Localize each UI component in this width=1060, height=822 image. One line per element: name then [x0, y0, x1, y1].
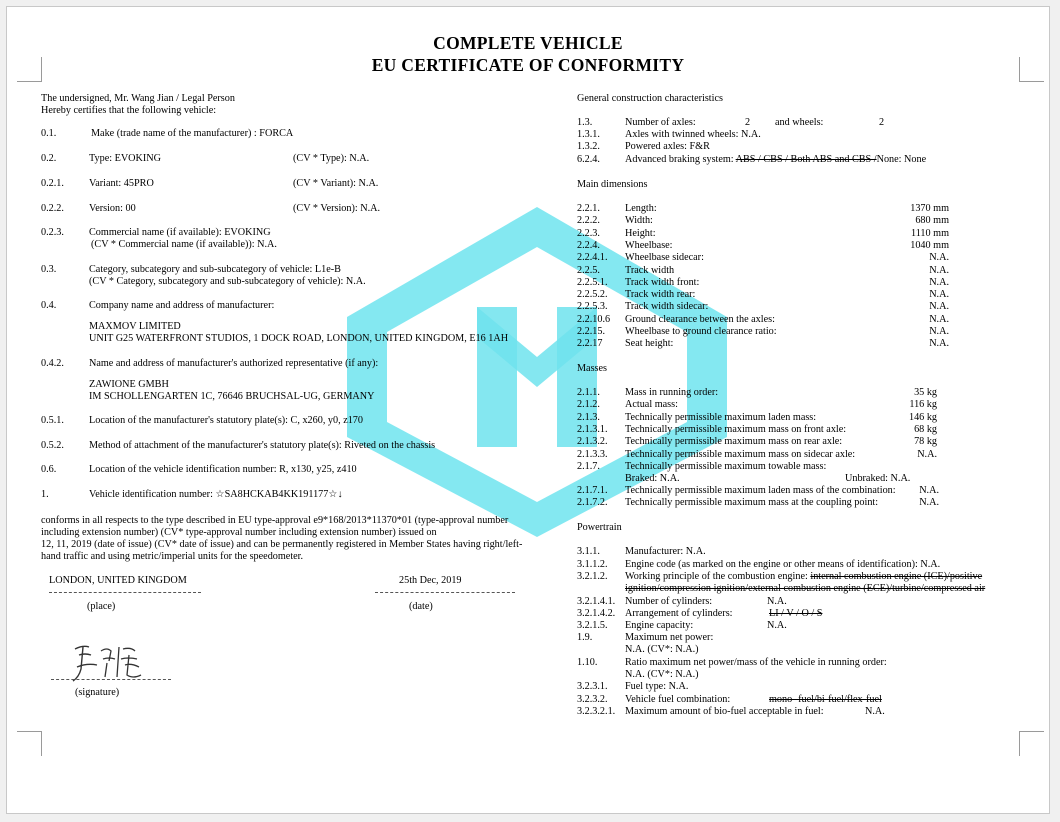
pt-num: 1.10. — [577, 657, 598, 668]
row-number: 2.2.10.6 — [577, 313, 611, 325]
row-label: Technically permissible maximum laden mass: — [625, 411, 817, 423]
gen-label: Advanced braking system: — [625, 154, 736, 165]
struck-text: mono- fuel/bi-fuel/flex-fuel — [769, 694, 882, 705]
field-num: 1. — [41, 489, 49, 500]
row-number: 2.1.3.1. — [577, 423, 608, 435]
row-number: 2.2.1. — [577, 203, 600, 214]
intro-line-2: Hereby certifies that the following vehicle: — [41, 105, 217, 116]
pt-fuel-type: Fuel type: N.A. — [625, 681, 689, 692]
row-label: Seat height: — [625, 338, 674, 350]
row-value: 680 mm — [915, 215, 949, 227]
representative-address: IM SCHOLLENGARTEN 1C, 76646 BRUCHSAL-UG, GERMANY — [89, 391, 375, 402]
row-value: 116 kg — [909, 399, 937, 411]
row-label: Track width rear: — [625, 289, 696, 301]
row-label: Technically permissible maximum mass on front axle: — [625, 423, 847, 435]
gen-label: Number of axles: — [625, 117, 696, 128]
pt-num: 3.1.1. — [577, 546, 600, 557]
gen-label: Axles with twinned wheels: N.A. — [625, 129, 761, 140]
row-number: 2.1.1. — [577, 387, 600, 398]
pt-label: Arrangement of cylinders: — [625, 608, 733, 619]
make-field: Make (trade name of the manufacturer) : FORCA — [91, 128, 294, 139]
title-line-1: COMPLETE VEHICLE — [433, 33, 623, 53]
row-label: Technically permissible maximum towable mass: — [625, 460, 827, 472]
pt-num: 3.2.1.4.1. — [577, 596, 616, 607]
row-label: Height: — [625, 227, 656, 239]
vin-field: Vehicle identification number: ☆SA8HCKAB4KK191177☆↓ — [89, 489, 343, 500]
commercial-name-field: Commercial name (if available): EVOKING — [89, 227, 271, 238]
row-number: 2.2.17 — [577, 338, 603, 350]
row-label: Track width front: — [625, 276, 700, 288]
row-value: N.A. — [929, 326, 949, 337]
plate-attachment-field: Method of attachment of the manufacturer's statutory plate(s): Riveted on the chassis — [89, 440, 436, 451]
row-label: Technically permissible maximum mass at the coupling point: — [625, 497, 879, 509]
vin-location-field: Location of the vehicle identification number: R, x130, y25, z410 — [89, 464, 357, 475]
pt-num: 3.2.3.2.1. — [577, 706, 616, 717]
row-value: N.A. — [929, 338, 949, 350]
pt-num: 3.2.1.5. — [577, 620, 608, 631]
gen-extra-value: 2 — [879, 117, 885, 128]
gen-num: 1.3. — [577, 117, 593, 128]
field-num: 0.3. — [41, 264, 57, 275]
pt-label: Vehicle fuel combination: — [625, 694, 731, 705]
row-number: 2.2.5. — [577, 264, 600, 276]
field-num: 0.4.2. — [41, 358, 64, 369]
pt-value: N.A. — [767, 596, 787, 607]
pt-engine-code: Engine code (as marked on the engine or other means of identification): N.A. — [625, 559, 941, 570]
row-value: 146 kg — [908, 411, 937, 423]
braked-field: Braked: N.A. — [625, 473, 680, 484]
field-num: 0.5.2. — [41, 440, 64, 451]
signature-label: (signature) — [75, 687, 120, 698]
row-number: 2.1.3.2. — [577, 436, 608, 448]
gen-num: 1.3.1. — [577, 129, 600, 140]
gen-num: 1.3.2. — [577, 141, 600, 152]
date-label: (date) — [409, 601, 433, 612]
conformity-line: conforms in all respects to the type described in EU type-approval e9*168/2013*11370*01 (type-approval number — [41, 515, 509, 526]
gen-extra: and wheels: — [775, 117, 824, 128]
intro-line-1: The undersigned, Mr. Wang Jian / Legal Person — [41, 93, 235, 104]
conformity-line: 12, 11, 2019 (date of issue) (CV* date of issue) and can be permanently registered in Member States having right/left- — [41, 539, 523, 550]
company-address: UNIT G25 WATERFRONT STUDIOS, 1 DOCK ROAD, LONDON, UNITED KINGDOM, E16 1AH — [89, 333, 509, 344]
row-label: Length: — [625, 203, 657, 214]
row-value: 35 kg — [914, 387, 937, 398]
row-number: 2.1.7.2. — [577, 497, 608, 509]
field-num: 0.4. — [41, 300, 57, 311]
pt-value: N.A. — [767, 620, 787, 631]
row-number: 2.2.3. — [577, 227, 600, 239]
pt-num: 3.1.1.2. — [577, 559, 608, 570]
masses-heading: Masses — [577, 363, 607, 374]
place-label: (place) — [87, 601, 116, 612]
row-number: 2.1.3.3. — [577, 448, 608, 460]
general-heading: General construction characteristics — [577, 93, 723, 104]
row-label: Wheelbase sidecar: — [625, 252, 704, 264]
row-label: Mass in running order: — [625, 387, 719, 398]
pt-label: Maximum net power: — [625, 632, 714, 643]
row-number: 2.2.5.1. — [577, 276, 608, 288]
pt-label: Engine capacity: — [625, 620, 694, 631]
type-field: Type: EVOKING — [89, 153, 161, 164]
row-label: Track width sidecar: — [625, 301, 709, 313]
row-value: N.A. — [929, 313, 949, 325]
version-cv-field: (CV * Version): N.A. — [293, 203, 381, 214]
company-name: MAXMOV LIMITED — [89, 321, 181, 332]
field-num: 0.2.3. — [41, 227, 64, 238]
row-label: Track width — [625, 264, 675, 276]
row-value: N.A. — [929, 289, 949, 301]
document-page — [6, 6, 1050, 814]
row-label: Wheelbase to ground clearance ratio: — [625, 326, 777, 337]
place-line — [49, 592, 201, 593]
gen-num: 6.2.4. — [577, 154, 600, 165]
pt-value: N.A. — [865, 706, 885, 717]
type-cv-field: (CV * Type): N.A. — [293, 153, 370, 164]
plate-location-field: Location of the manufacturer's statutory plate(s): C, x260, y0, z170 — [89, 415, 363, 426]
conformity-line: hand traffic and using metric/imperial units for the speedometer. — [41, 551, 304, 562]
row-number: 2.1.7.1. — [577, 485, 608, 496]
pt-label: Maximum amount of bio-fuel acceptable in fuel: — [625, 706, 824, 717]
category-cv-field: (CV * Category, subcategory and sub-subcategory of vehicle): N.A. — [89, 276, 366, 287]
row-label: Technically permissible maximum mass on rear axle: — [625, 436, 843, 448]
row-value: N.A. — [919, 485, 939, 496]
field-num: 0.6. — [41, 464, 57, 475]
row-number: 2.2.5.2. — [577, 289, 608, 301]
row-value: N.A. — [929, 252, 949, 264]
row-value: 78 kg — [914, 436, 937, 448]
braking-system-field — [625, 154, 926, 166]
row-number: 2.2.15. — [577, 326, 606, 337]
pt-label: Ratio maximum net power/mass of the vehicle in running order: — [625, 657, 887, 668]
gen-tail: None: None — [876, 154, 927, 165]
pt-value: N.A. (CV*: N.A.) — [625, 644, 699, 655]
pt-num: 3.2.1.4.2. — [577, 608, 616, 619]
field-num: 0.2.2. — [41, 203, 64, 214]
pt-num: 1.9. — [577, 632, 593, 643]
crop-mark-bottom-left — [17, 731, 42, 756]
gen-value: 2 — [745, 117, 751, 128]
row-label: Wheelbase: — [625, 239, 673, 251]
variant-field: Variant: 45PRO — [89, 178, 154, 189]
conformity-line: including extension number) (CV* type-approval number including extension number) issued on — [41, 527, 437, 538]
representative-field: Name and address of manufacturer's authorized representative (if any): — [89, 358, 379, 369]
row-number: 2.1.3. — [577, 411, 600, 423]
powertrain-heading: Powertrain — [577, 522, 622, 533]
crop-mark-bottom-right — [1019, 731, 1044, 756]
signature-line — [51, 679, 171, 680]
dimensions-heading: Main dimensions — [577, 179, 648, 190]
pt-num: 3.2.1.2. — [577, 571, 608, 582]
row-number: 2.2.4.1. — [577, 252, 608, 264]
row-label: Technically permissible maximum mass on sidecar axle: — [625, 448, 856, 460]
row-value: 68 kg — [914, 423, 937, 435]
row-label: Ground clearance between the axles: — [625, 313, 775, 325]
row-value: N.A. — [929, 301, 949, 313]
row-number: 2.2.2. — [577, 215, 600, 227]
field-num: 0.1. — [41, 128, 57, 139]
pt-label: Number of cylinders: — [625, 596, 713, 607]
row-value: 1040 mm — [910, 239, 949, 251]
row-label: Technically permissible maximum laden mass of the combination: — [625, 485, 896, 496]
pt-num: 3.2.3.1. — [577, 681, 608, 692]
row-label: Actual mass: — [625, 399, 678, 411]
pt-label: Working principle of the combustion engine: — [625, 571, 811, 582]
struck-text: internal combustion engine (ICE)/positive — [810, 571, 983, 582]
field-num: 0.2. — [41, 153, 57, 164]
field-num: 0.2.1. — [41, 178, 64, 189]
version-field: Version: 00 — [89, 203, 136, 214]
gen-label: Powered axles: F&R — [625, 141, 710, 152]
struck-text: ignition/compression ignition/external combustion engine (ECE)/turbine/compressed air — [625, 583, 986, 594]
commercial-name-cv-field: (CV * Commercial name (if available)): N.A. — [91, 239, 277, 250]
representative-name: ZAWIONE GMBH — [89, 379, 169, 390]
company-field: Company name and address of manufacturer: — [89, 300, 275, 311]
pt-value: N.A. (CV*: N.A.) — [625, 669, 699, 680]
title-line-2: EU CERTIFICATE OF CONFORMITY — [371, 55, 685, 75]
date-line — [375, 592, 515, 593]
row-number: 2.2.4. — [577, 239, 600, 251]
struck-text: ABS / CBS / Both ABS and CBS / — [735, 154, 877, 165]
row-number: 2.2.5.3. — [577, 301, 608, 313]
pt-manufacturer: Manufacturer: N.A. — [625, 546, 706, 557]
row-value: 1110 mm — [910, 227, 949, 239]
row-value: N.A. — [919, 497, 939, 509]
row-number: 2.1.2. — [577, 399, 600, 411]
handwritten-signature — [69, 637, 159, 685]
row-value: 1370 mm — [910, 203, 949, 214]
pt-num: 3.2.3.2. — [577, 694, 608, 705]
pt-working-principle — [625, 571, 982, 583]
date-value: 25th Dec, 2019 — [399, 575, 462, 586]
row-value: N.A. — [929, 264, 949, 276]
place-value: LONDON, UNITED KINGDOM — [49, 575, 187, 586]
row-value: N.A. — [929, 276, 949, 288]
field-num: 0.5.1. — [41, 415, 64, 426]
category-field: Category, subcategory and sub-subcategory of vehicle: L1e-B — [89, 264, 341, 275]
row-number: 2.1.7. — [577, 460, 600, 472]
variant-cv-field: (CV * Variant): N.A. — [293, 178, 379, 189]
row-value: N.A. — [917, 448, 937, 460]
unbraked-field: Unbraked: N.A. — [845, 473, 911, 484]
struck-text: LI / V / O / S — [769, 608, 823, 619]
row-label: Width: — [625, 215, 653, 227]
